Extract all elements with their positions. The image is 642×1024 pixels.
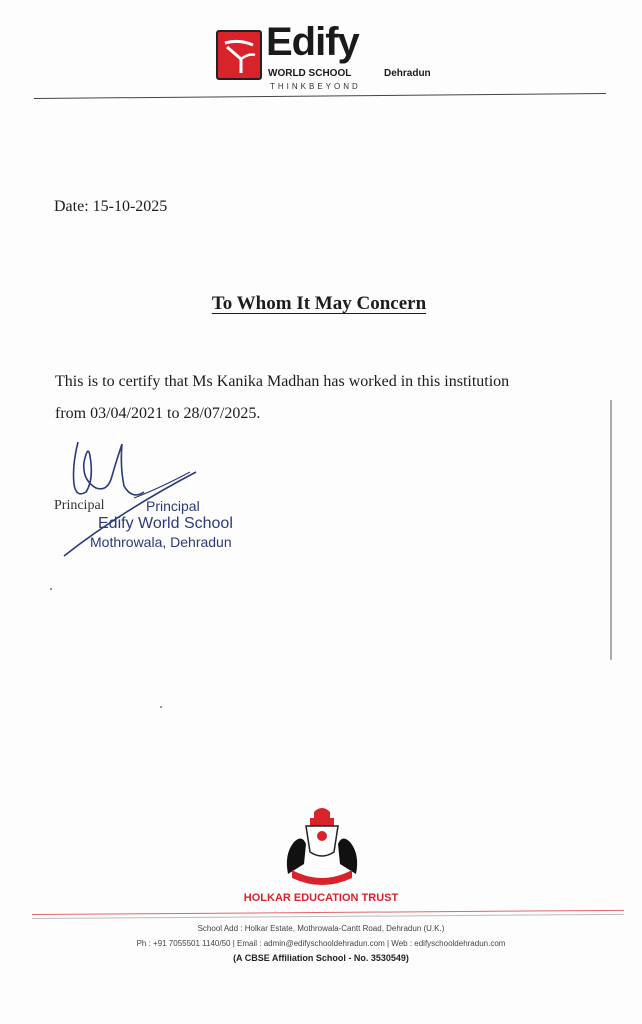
trust-name: HOLKAR EDUCATION TRUST xyxy=(243,892,399,904)
school-name: WORLD SCHOOL xyxy=(268,68,352,79)
logo-mark-icon xyxy=(216,30,262,80)
trust-emblem-icon xyxy=(280,804,364,888)
stamp-title: Principal xyxy=(146,498,200,514)
speck xyxy=(160,706,162,708)
letter-body-line: from 03/04/2021 to 28/07/2025. xyxy=(55,405,261,422)
footer-divider-secondary xyxy=(32,914,624,919)
cbse-affiliation: (A CBSE Affiliation School - No. 3530549) xyxy=(233,953,409,963)
brand-name: Edify xyxy=(266,20,359,64)
signature-label: Principal xyxy=(54,498,105,513)
school-tagline: THINKBEYOND xyxy=(270,82,361,91)
speck xyxy=(50,588,52,590)
page-edge-line xyxy=(610,400,612,660)
school-city: Dehradun xyxy=(384,68,431,79)
stamp-school: Edify World School xyxy=(98,515,233,532)
school-contact: Ph : +91 7055501 1140/50 | Email : admin@edifyschooldehradun.com | Web : edifyschooldehradun.com xyxy=(136,939,506,948)
letter-heading xyxy=(0,293,642,315)
stamp-location: Mothrowala, Dehradun xyxy=(90,534,232,550)
school-logo xyxy=(216,20,456,98)
signature-block xyxy=(50,436,310,566)
handwritten-signature xyxy=(50,436,310,566)
letter-body xyxy=(55,366,595,430)
letter-date: Date: 15-10-2025 xyxy=(54,198,168,215)
letter-heading-text: To Whom It May Concern xyxy=(211,293,427,314)
school-address: School Add : Holkar Estate, Mothrowala-Cantt Road, Dehradun (U.K.) xyxy=(197,924,445,933)
letter-body-line: This is to certify that Ms Kanika Madhan has worked in this institution xyxy=(55,373,510,390)
